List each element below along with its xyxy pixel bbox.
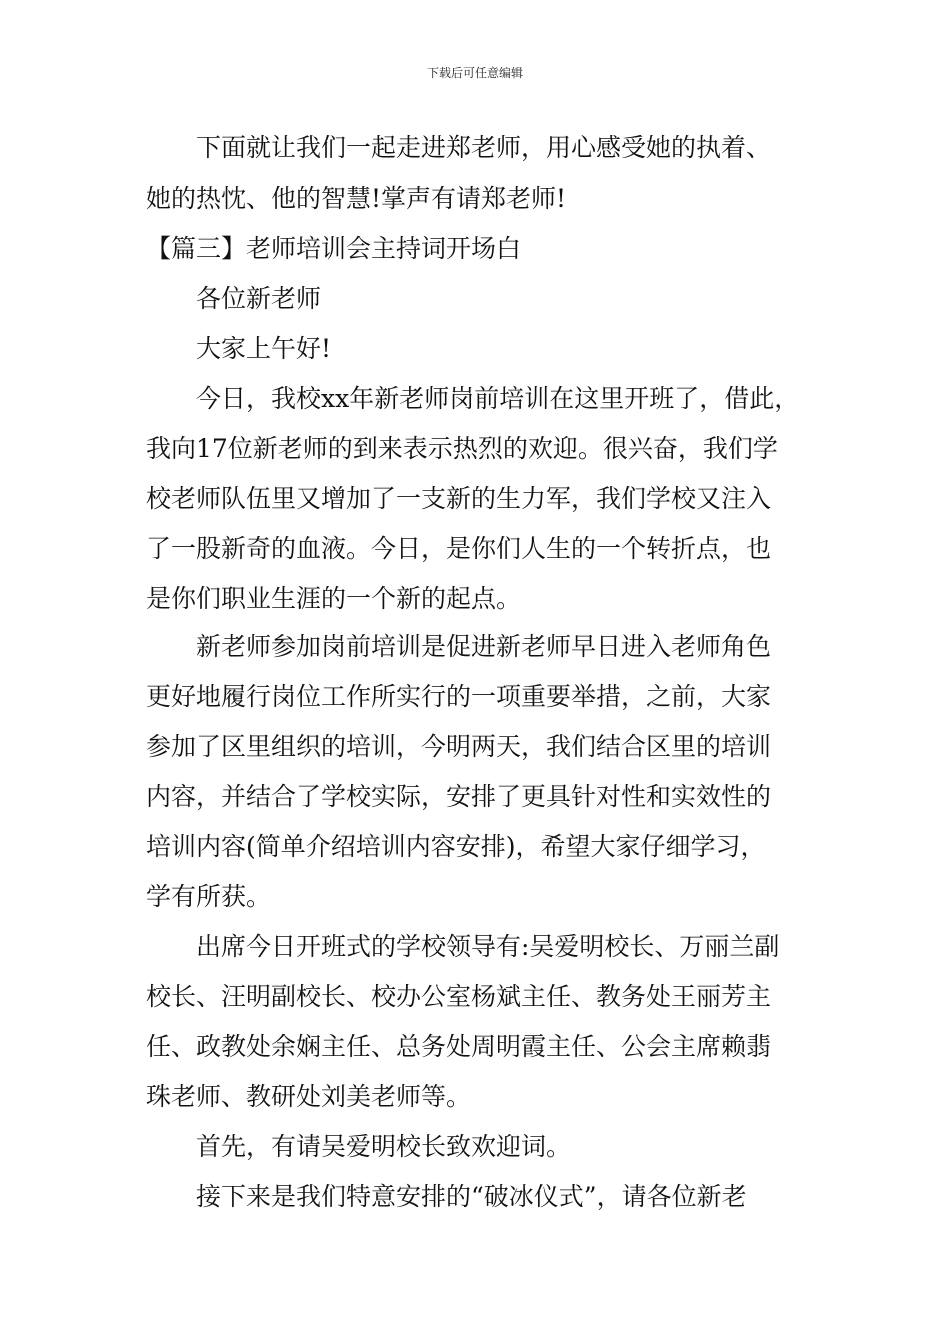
text-line: 我向17位新老师的到来表示热烈的欢迎。很兴奋，我们学 (146, 434, 778, 463)
text-line: 下面就让我们一起走进郑老师，用心感受她的执着、 (196, 133, 772, 162)
text-line: 接下来是我们特意安排的“破冰仪式”，请各位新老 (196, 1182, 747, 1211)
text-line: 大家上午好! (196, 334, 332, 363)
text-line: 参加了区里组织的培训，今明两天，我们结合区里的培训 (146, 732, 772, 761)
text-line: 出席今日开班式的学校领导有:吴爱明校长、万丽兰副 (196, 932, 780, 961)
text-line: 校长、汪明副校长、校办公室杨斌主任、教务处王丽芳主 (146, 982, 772, 1011)
text-line: 她的热忱、他的智慧!掌声有请郑老师! (146, 184, 567, 213)
text-line: 今日，我校xx年新老师岗前培训在这里开班了，借此， (196, 384, 800, 413)
text-line: 新老师参加岗前培训是促进新老师早日进入老师角色 (196, 632, 772, 661)
text-line: 更好地履行岗位工作所实行的一项重要举措，之前，大家 (146, 682, 772, 711)
section-heading: 【篇三】老师培训会主持词开场白 (146, 234, 522, 263)
text-line: 校老师队伍里又增加了一支新的生力军，我们学校又注入 (146, 484, 772, 513)
text-line: 各位新老师 (196, 284, 322, 313)
text-line: 任、政教处余娴主任、总务处周明霞主任、公会主席赖翡 (146, 1032, 772, 1061)
page-header-note: 下载后可任意编辑 (426, 66, 523, 80)
text-line: 了一股新奇的血液。今日，是你们人生的一个转折点，也 (146, 534, 772, 563)
text-line: 珠老师、教研处刘美老师等。 (146, 1082, 472, 1111)
text-line: 学有所获。 (146, 882, 272, 911)
text-line: 内容，并结合了学校实际，安排了更具针对性和实效性的 (146, 782, 772, 811)
text-line: 是你们职业生涯的一个新的起点。 (146, 584, 522, 613)
text-line: 培训内容(简单介绍培训内容安排)，希望大家仔细学习， (146, 832, 766, 861)
text-line: 首先，有请吴爱明校长致欢迎词。 (196, 1132, 572, 1161)
